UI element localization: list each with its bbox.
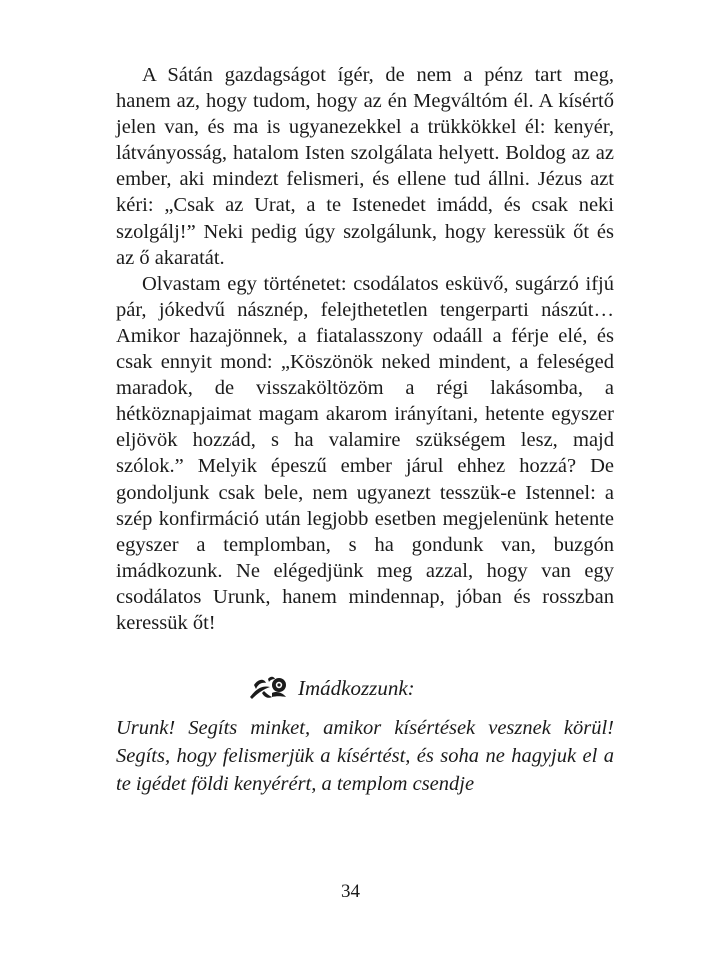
paragraph-1: A Sátán gazdagságot ígér, de nem a pénz tart meg, hanem az, hogy tudom, hogy az én Megváltóm él. A kísértő jelen van, és ma is ugyanezekkel a trükkökkel él: kenyér, látványosság, hatalom Isten szolgálata helyett. Boldog az az ember, aki mindezt felismeri, és ellene tud állni. Jézus azt kéri: „Csak az Urat, a te Istenedet imádd, és csak neki szolgálj!” Neki pedig úgy szolgálunk, hogy keressük őt és az ő akaratát. xyxy=(116,64,614,269)
paragraph-2: Olvastam egy történetet: csodálatos esküvő, sugárzó ifjú pár, jókedvű násznép, felejthetetlen tengerparti nászút… Amikor hazajönnek, a fiatalasszony odaáll a férje elé, és csak ennyit mond: „Köszönök neked mindent, a feleséged maradok, de visszaköltözöm a régi lakásomba, a hétköznapjaimat magam akarom irányítani, hetente egyszer eljövök hozzád, s ha valamire szükségem lesz, majd szólok.” Melyik épeszű ember járul ehhez hozzá? De gondoljunk csak bele, nem ugyanezt tesszük-e Istennel: a szép konfirmáció után legjobb esetben megjelenünk hetente egyszer a templomban, s ha gondunk van, buzgón imádkozunk. Ne elégedjünk meg azzal, hogy van egy csodálatos Urunk, hanem mindennap, jóban és rosszban keressük őt! xyxy=(116,272,614,634)
prayer-heading-text: Imádkozzunk: xyxy=(298,676,415,701)
prayer-text: Urunk! Segíts minket, amikor kísértések vesznek körül! Segíts, hogy felismerjük a kísértést, és soha ne hagyjuk el a te igédet földi kenyérért, a templom csendje xyxy=(116,717,614,796)
prayer-heading xyxy=(116,668,614,708)
page-number: 34 xyxy=(341,881,360,902)
floral-ornament-icon xyxy=(248,675,290,701)
page-body xyxy=(116,62,614,798)
